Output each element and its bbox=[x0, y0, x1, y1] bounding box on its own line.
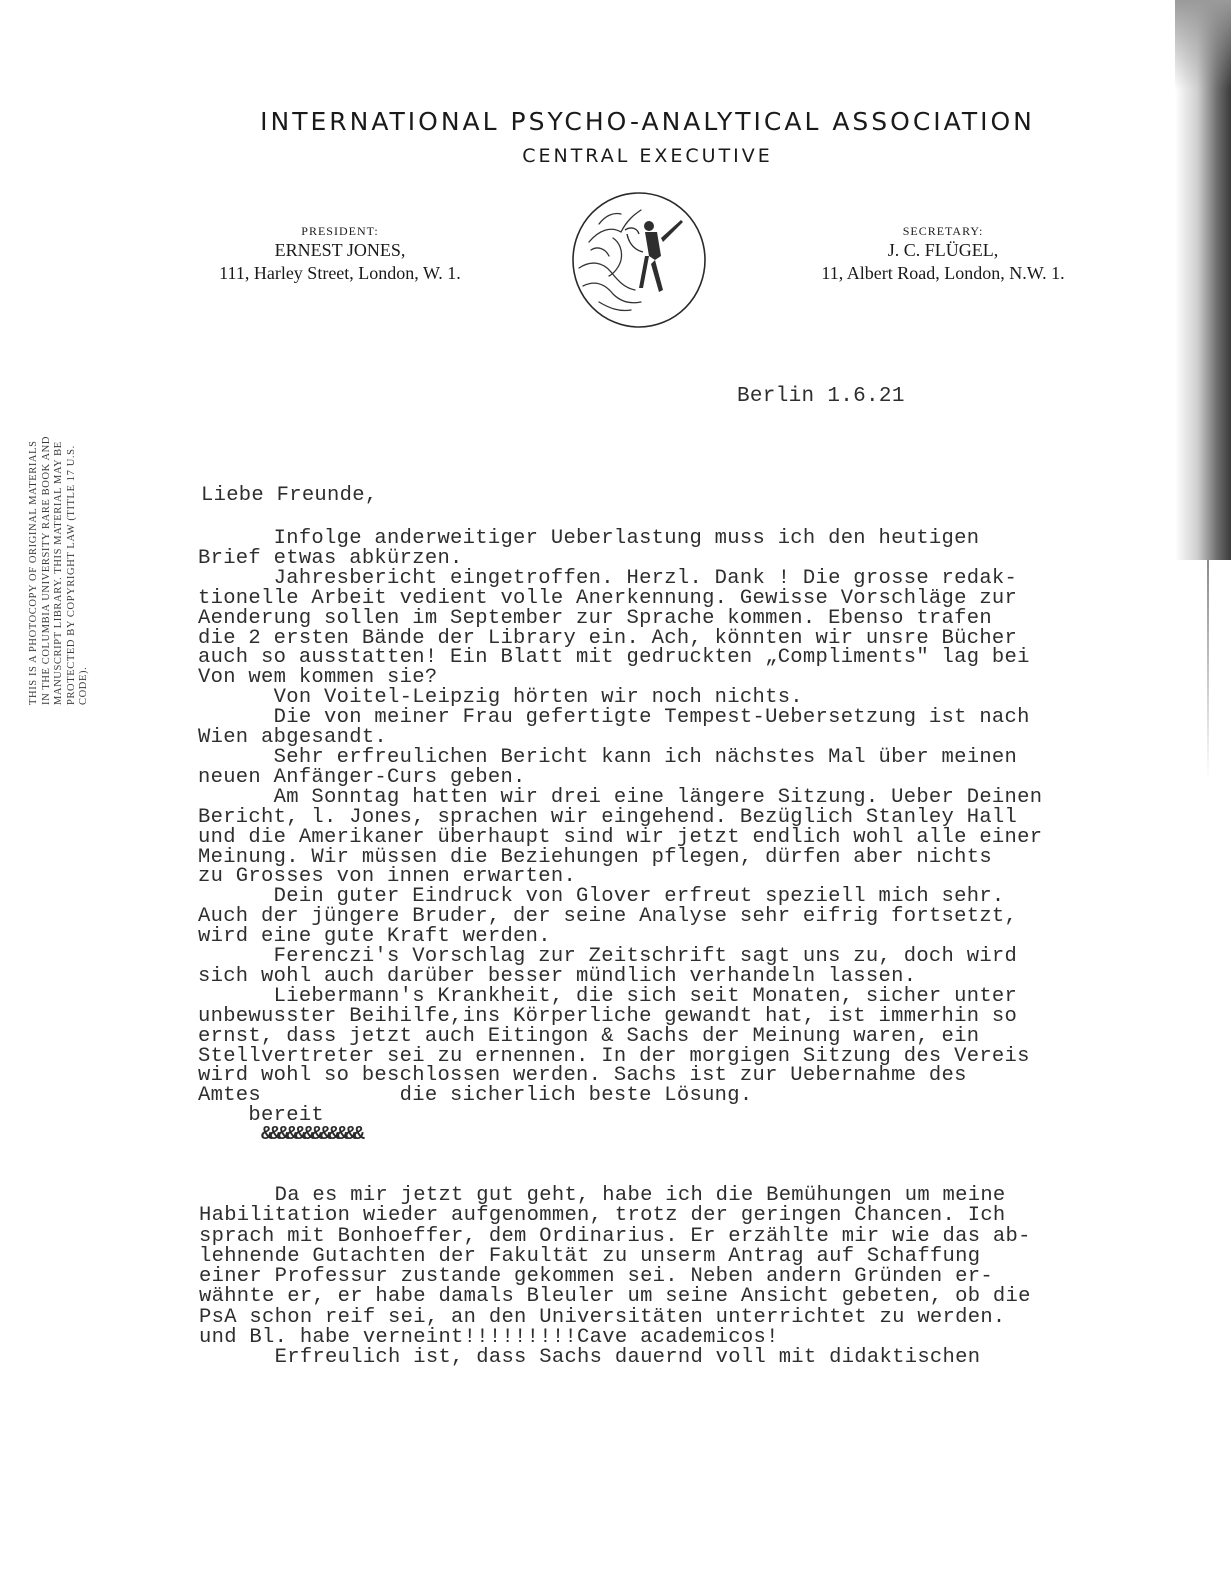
president-address: 111, Harley Street, London, W. 1. bbox=[219, 262, 461, 283]
struck-over-text: &&&&&&&&&&&& bbox=[261, 1123, 362, 1141]
president-block bbox=[188, 224, 492, 284]
copyright-line: MANUSCRIPT LIBRARY. THIS MATERIAL MAY BE bbox=[53, 441, 64, 705]
letter-date: Berlin 1.6.21 bbox=[737, 385, 905, 408]
copyright-line: THIS IS A PHOTOCOPY OF ORIGINAL MATERIALS bbox=[28, 440, 39, 705]
page-edge-line bbox=[1207, 560, 1209, 780]
copyright-notice bbox=[28, 375, 104, 705]
organization-title: INTERNATIONAL PSYCHO-ANALYTICAL ASSOCIATION bbox=[260, 107, 1035, 136]
department-title: CENTRAL EXECUTIVE bbox=[522, 145, 773, 167]
letter-body-part2: Da es mir jetzt gut geht, habe ich die Bemühungen um meine Habilitation wieder aufgenommen, trotz der geringen Chancen. Ich sprach mit Bonhoeffer, dem Ordinarius. Er erzählte mir wie das ab- lehnende Gutachten der Fakultät zu unserm Antrag auf Schaffung einer Professur zustande gekommen sei. Neben andern Gründen er- wähnte er, er habe damals Bleuler um seine Ansicht gebeten, ob die PsA schon reif sei, an den Universitäten unterrichtet zu werden. und Bl. habe verneint!!!!!!!!!Cave academicos! Erfreulich ist, dass Sachs dauernd voll mit didaktischen bbox=[199, 1184, 1031, 1370]
secretary-block bbox=[788, 224, 1098, 284]
copyright-line: PROTECTED BY COPYRIGHT LAW (TITLE 17 U.S. bbox=[65, 445, 77, 705]
secretary-name: J. C. FLÜGEL, bbox=[887, 240, 999, 260]
letter-salutation: Liebe Freunde, bbox=[201, 484, 378, 507]
letter-body-part1: Infolge anderweitiger Ueberlastung muss ich den heutigen Brief etwas abkürzen. Jahresbericht eingetroffen. Herzl. Dank ! Die grosse redak- tionelle Arbeit vedient volle Anerkennung. Gewisse Vorschläge zur Aenderung sollen im September zur Sprache kommen. Ebenso trafen die 2 ersten Bände der Library ein. Ach, könnten wir unsre Bücher auch so ausstatten! Ein Blatt mit gedruckten „Compliments" lag bei Von wem kommen sie? Von Voitel-Leipzig hörten wir noch nichts. Die von meiner Frau gefertigte Tempest-Uebersetzung ist nach Wien abgesandt. Sehr erfreulichen Bericht kann ich nächstes Mal über meinen neuen Anfänger-Curs geben. Am Sonntag hatten wir drei eine längere Sitzung. Ueber Deinen Bericht, l. Jones, sprachen wir eingehend. Bezüglich Stanley Hall und die Amerikaner überhaupt sind wir jetzt endlich wohl alle einer Meinung. Wir müssen die Beziehungen pflegen, dürfen aber nichts zu Grosses von innen erwarten. Dein guter Eindruck von Glover erfreut speziell mich sehr. Auch der jüngere Bruder, der seine Analyse sehr eifrig fortsetzt, wird eine gute Kraft werden. Ferenczi's Vorschlag zur Zeitschrift sagt uns zu, doch wird sich wohl auch darüber besser mündlich verhandeln lassen. Liebermann's Krankheit, die sich seit Monaten, sicher unter unbewusster Beihilfe,ins Körperliche gewandt hat, ist immerhin so ernst, dass jetzt auch Eitingon & Sachs der Meinung waren, ein Stellvertreter sei zu ernennen. In der morgigen Sitzung des Vereis wird wohl so beschlossen werden. Sachs ist zur Uebernahme des Amtes die sicherlich beste Lösung. bereit bbox=[198, 527, 1043, 1128]
oedipus-sphinx-seal-icon bbox=[569, 190, 709, 330]
president-role: PRESIDENT: bbox=[301, 224, 379, 238]
copyright-line: CODE). bbox=[78, 666, 89, 705]
secretary-role: SECRETARY: bbox=[902, 224, 984, 238]
page-edge-shadow bbox=[1175, 0, 1231, 560]
secretary-address: 11, Albert Road, London, N.W. 1. bbox=[821, 262, 1065, 283]
president-name: ERNEST JONES, bbox=[274, 240, 406, 260]
copyright-line: IN THE COLUMBIA UNIVERSITY RARE BOOK AND bbox=[40, 435, 52, 705]
